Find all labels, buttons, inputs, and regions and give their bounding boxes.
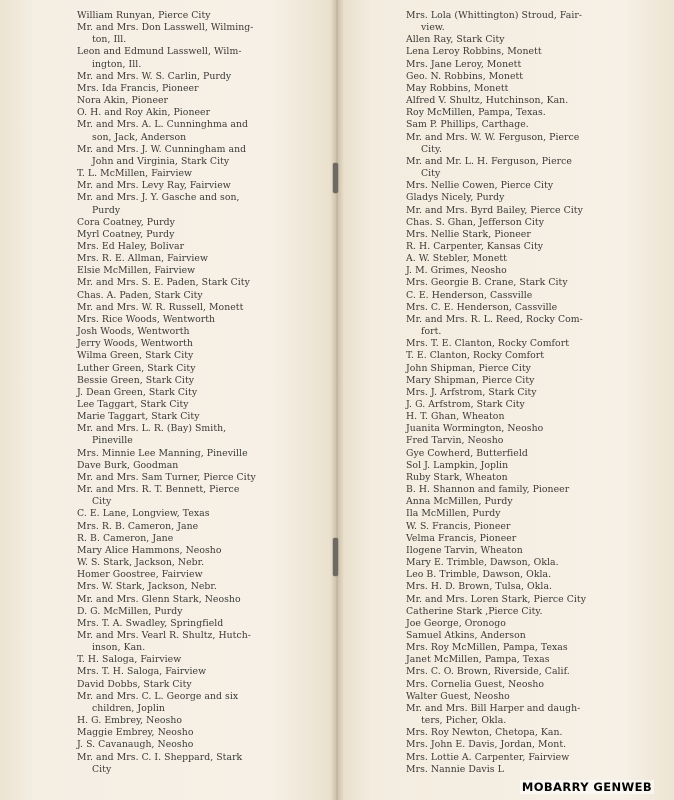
list-item bbox=[406, 423, 610, 435]
list-item bbox=[406, 71, 610, 83]
list-item bbox=[77, 691, 281, 715]
list-item bbox=[77, 521, 281, 533]
list-item bbox=[77, 411, 281, 423]
list-item bbox=[406, 739, 610, 751]
entry-line: R. H. Carpenter, Kansas City bbox=[406, 240, 544, 252]
entry-line: Mrs. Lottie A. Carpenter, Fairview bbox=[406, 751, 570, 763]
list-item bbox=[77, 350, 281, 362]
list-item bbox=[77, 107, 281, 119]
list-item bbox=[77, 739, 281, 751]
entry-line: Mrs. Nannie Davis L bbox=[406, 763, 504, 775]
entry-line: T. E. Clanton, Rocky Comfort bbox=[406, 350, 545, 362]
entry-line: Chas. A. Paden, Stark City bbox=[77, 289, 203, 301]
list-item bbox=[406, 703, 610, 727]
entry-line: Mr. and Mrs. L. R. (Bay) Smith, bbox=[77, 423, 227, 435]
entry-line: Velma Francis, Pioneer bbox=[406, 532, 517, 544]
entry-line: Marie Taggart, Stark City bbox=[77, 411, 200, 423]
list-item bbox=[77, 290, 281, 302]
entry-line: A. W. Stebler, Monett bbox=[406, 253, 507, 265]
entry-line: Mrs. Nellie Cowen, Pierce City bbox=[406, 180, 554, 192]
list-item bbox=[406, 679, 610, 691]
entry-continuation: City bbox=[421, 168, 441, 180]
entry-line: Dave Burk, Goodman bbox=[77, 459, 179, 471]
list-item bbox=[406, 472, 610, 484]
list-item bbox=[77, 387, 281, 399]
entry-line: Elsie McMillen, Fairview bbox=[77, 265, 196, 277]
list-item bbox=[77, 557, 281, 569]
entry-line: H. T. Ghan, Wheaton bbox=[406, 411, 505, 423]
list-item bbox=[406, 156, 610, 180]
entry-line: Leo B. Trimble, Dawson, Okla. bbox=[406, 569, 552, 581]
list-item bbox=[77, 277, 281, 289]
entry-line: Mr. and Mrs. Levy Ray, Fairview bbox=[77, 180, 231, 192]
list-item bbox=[406, 752, 610, 764]
list-item bbox=[406, 606, 610, 618]
list-item bbox=[406, 180, 610, 192]
entry-line: C. E. Lane, Longview, Texas bbox=[77, 508, 210, 520]
entry-line: W. S. Francis, Pioneer bbox=[406, 520, 511, 532]
list-item bbox=[77, 119, 281, 143]
entry-line: Alfred V. Shultz, Hutchinson, Kan. bbox=[406, 95, 569, 107]
list-item bbox=[406, 496, 610, 508]
entry-line: Catherine Stark ,Pierce City. bbox=[406, 605, 543, 617]
entry-line: R. B. Cameron, Jane bbox=[77, 532, 174, 544]
list-item bbox=[77, 46, 281, 70]
entry-line: W. S. Stark, Jackson, Nebr. bbox=[77, 557, 205, 569]
entry-line: Homer Goostree, Fairview bbox=[77, 569, 203, 581]
entry-line: Mrs. C. O. Brown, Riverside, Calif. bbox=[406, 666, 570, 678]
list-item bbox=[77, 10, 281, 22]
entry-line: Luther Green, Stark City bbox=[77, 362, 196, 374]
entry-line: Janet McMillen, Pampa, Texas bbox=[406, 654, 550, 666]
entry-continuation: City. bbox=[421, 143, 443, 155]
entry-line: Mrs. Ed Haley, Bolivar bbox=[77, 240, 185, 252]
list-item bbox=[406, 338, 610, 350]
list-item bbox=[406, 10, 610, 34]
entry-line: Mrs. Cornelia Guest, Neosho bbox=[406, 678, 545, 690]
book-gutter bbox=[330, 0, 344, 800]
entry-line: Mr. and Mrs. W. W. Ferguson, Pierce bbox=[406, 131, 580, 143]
list-item bbox=[406, 533, 610, 545]
list-item bbox=[77, 363, 281, 375]
entry-line: Roy McMillen, Pampa, Texas. bbox=[406, 107, 546, 119]
entry-line: Mrs. T. H. Saloga, Fairview bbox=[77, 666, 207, 678]
entry-line: Mr. and Mrs. Don Lasswell, Wilming- bbox=[77, 22, 254, 34]
list-item bbox=[77, 569, 281, 581]
list-item bbox=[406, 387, 610, 399]
list-item bbox=[77, 460, 281, 472]
entry-line: Mrs. J. Arfstrom, Stark City bbox=[406, 386, 537, 398]
entry-continuation: children, Joplin bbox=[92, 702, 165, 714]
entry-line: Joe George, Oronogo bbox=[406, 617, 506, 629]
entry-line: Mr. and Mrs. R. L. Reed, Rocky Com- bbox=[406, 313, 583, 325]
list-item bbox=[406, 302, 610, 314]
list-item bbox=[406, 34, 610, 46]
list-item bbox=[406, 95, 610, 107]
entry-continuation: Purdy bbox=[92, 204, 121, 216]
entry-line: Mr. and Mrs. S. E. Paden, Stark City bbox=[77, 277, 250, 289]
entry-line: Chas. S. Ghan, Jefferson City bbox=[406, 216, 545, 228]
entry-line: Gye Cowherd, Butterfield bbox=[406, 447, 528, 459]
list-item bbox=[406, 119, 610, 131]
entry-line: Mary Alice Hammons, Neosho bbox=[77, 544, 222, 556]
list-item bbox=[77, 241, 281, 253]
list-item bbox=[406, 107, 610, 119]
list-item bbox=[406, 363, 610, 375]
list-item bbox=[406, 545, 610, 557]
list-item bbox=[77, 618, 281, 630]
list-item bbox=[406, 654, 610, 666]
list-item bbox=[77, 606, 281, 618]
list-item bbox=[77, 253, 281, 265]
list-item bbox=[77, 83, 281, 95]
entry-line: Mr. and Mrs. Loren Stark, Pierce City bbox=[406, 593, 586, 605]
entry-line: Mr. and Mrs. Sam Turner, Pierce City bbox=[77, 471, 256, 483]
list-item bbox=[406, 241, 610, 253]
entry-line: Mr. and Mrs. Bill Harper and daugh- bbox=[406, 702, 581, 714]
entry-line: J. S. Cavanaugh, Neosho bbox=[77, 739, 194, 751]
entry-line: Mrs. H. D. Brown, Tulsa, Okla. bbox=[406, 581, 553, 593]
list-item bbox=[406, 399, 610, 411]
entry-continuation: City bbox=[92, 763, 112, 775]
list-item bbox=[77, 630, 281, 654]
entry-line: Mrs. W. Stark, Jackson, Nebr. bbox=[77, 581, 217, 593]
entry-line: Mrs. T. A. Swadley, Springfield bbox=[77, 617, 224, 629]
entry-line: Wilma Green, Stark City bbox=[77, 350, 194, 362]
list-item bbox=[77, 581, 281, 593]
entry-line: Leon and Edmund Lasswell, Wilm- bbox=[77, 46, 242, 58]
entry-line: Lee Taggart, Stark City bbox=[77, 399, 189, 410]
list-item bbox=[406, 83, 610, 95]
list-item bbox=[406, 435, 610, 447]
list-item bbox=[406, 569, 610, 581]
entry-line: Mrs. Lola (Whittington) Stroud, Fair- bbox=[406, 10, 583, 21]
entry-line: May Robbins, Monett bbox=[406, 82, 509, 94]
list-item bbox=[406, 508, 610, 520]
right-name-list bbox=[406, 10, 610, 776]
staple-top bbox=[333, 163, 338, 193]
entry-continuation: ters, Picher, Okla. bbox=[421, 715, 507, 727]
list-item bbox=[77, 666, 281, 678]
staple-bottom bbox=[333, 538, 338, 576]
list-item bbox=[406, 691, 610, 703]
list-item bbox=[406, 253, 610, 265]
list-item bbox=[77, 265, 281, 277]
entry-line: Mr. and Mrs. R. T. Bennett, Pierce bbox=[77, 484, 240, 496]
entry-line: Mr. and Mrs. W. S. Carlin, Purdy bbox=[77, 70, 232, 82]
list-item bbox=[77, 679, 281, 691]
list-item bbox=[77, 545, 281, 557]
entry-line: Myrl Coatney, Purdy bbox=[77, 228, 175, 240]
entry-line: Mrs. Minnie Lee Manning, Pineville bbox=[77, 447, 248, 459]
list-item bbox=[406, 375, 610, 387]
entry-line: Mrs. Roy McMillen, Pampa, Texas bbox=[406, 642, 568, 654]
list-item bbox=[406, 59, 610, 71]
entry-line: J. Dean Green, Stark City bbox=[77, 386, 198, 398]
list-item bbox=[77, 399, 281, 411]
entry-continuation: inson, Kan. bbox=[92, 642, 146, 654]
entry-line: Mrs. John E. Davis, Jordan, Mont. bbox=[406, 739, 567, 751]
entry-line: Mrs. T. E. Clanton, Rocky Comfort bbox=[406, 338, 569, 350]
list-item bbox=[77, 314, 281, 326]
list-item bbox=[406, 630, 610, 642]
list-item bbox=[77, 594, 281, 606]
entry-line: T. L. McMillen, Fairview bbox=[77, 168, 193, 180]
entry-line: T. H. Saloga, Fairview bbox=[77, 654, 182, 666]
entry-line: D. G. McMillen, Purdy bbox=[77, 605, 183, 617]
entry-line: Mr. and Mrs. C. L. George and six bbox=[77, 690, 239, 702]
entry-continuation: City bbox=[92, 496, 112, 508]
entry-continuation: fort. bbox=[421, 326, 442, 338]
entry-line: John Shipman, Pierce City bbox=[406, 362, 531, 374]
left-name-list bbox=[77, 10, 281, 776]
entry-line: Allen Ray, Stark City bbox=[406, 34, 505, 46]
list-item bbox=[77, 423, 281, 447]
list-item bbox=[406, 642, 610, 654]
entry-line: Lena Leroy Robbins, Monett bbox=[406, 46, 542, 58]
entry-line: Maggie Embrey, Neosho bbox=[77, 727, 194, 739]
list-item bbox=[406, 484, 610, 496]
list-item bbox=[77, 22, 281, 46]
list-item bbox=[406, 46, 610, 58]
entry-line: Anna McMillen, Purdy bbox=[406, 496, 513, 508]
list-item bbox=[77, 217, 281, 229]
entry-line: Mrs. Ida Francis, Pioneer bbox=[77, 82, 199, 94]
entry-line: Mrs. C. E. Henderson, Cassville bbox=[406, 301, 558, 313]
list-item bbox=[77, 508, 281, 520]
entry-line: Ila McMillen, Purdy bbox=[406, 508, 501, 520]
entry-line: J. G. Arfstrom, Stark City bbox=[406, 399, 525, 410]
list-item bbox=[406, 764, 610, 776]
entry-line: Walter Guest, Neosho bbox=[406, 690, 510, 702]
entry-line: C. E. Henderson, Cassville bbox=[406, 289, 533, 301]
entry-continuation: ton, Ill. bbox=[92, 34, 127, 46]
list-item bbox=[406, 350, 610, 362]
list-item bbox=[406, 618, 610, 630]
entry-continuation: view. bbox=[421, 22, 445, 34]
list-item bbox=[77, 180, 281, 192]
entry-line: Josh Woods, Wentworth bbox=[77, 326, 190, 338]
entry-line: J. M. Grimes, Neosho bbox=[406, 265, 507, 277]
list-item bbox=[77, 375, 281, 387]
list-item bbox=[77, 752, 281, 776]
entry-line: Mrs. Nellie Stark, Pioneer bbox=[406, 228, 531, 240]
entry-line: Mary E. Trimble, Dawson, Okla. bbox=[406, 557, 559, 569]
entry-line: Mrs. Georgie B. Crane, Stark City bbox=[406, 277, 568, 289]
list-item bbox=[77, 448, 281, 460]
entry-line: Mr. and Mr. L. H. Ferguson, Pierce bbox=[406, 155, 572, 167]
entry-line: Mr. and Mrs. W. R. Russell, Monett bbox=[77, 301, 244, 313]
entry-continuation: ington, Ill. bbox=[92, 58, 142, 70]
list-item bbox=[406, 557, 610, 569]
list-item bbox=[77, 484, 281, 508]
list-item bbox=[406, 192, 610, 204]
entry-line: Sol J. Lampkin, Joplin bbox=[406, 459, 509, 471]
list-item bbox=[406, 460, 610, 472]
entry-line: Jerry Woods, Wentworth bbox=[77, 338, 193, 350]
list-item bbox=[406, 448, 610, 460]
list-item bbox=[406, 290, 610, 302]
entry-line: Mrs. R. B. Cameron, Jane bbox=[77, 520, 199, 532]
entry-line: Mr. and Mrs. Vearl R. Shultz, Hutch- bbox=[77, 629, 251, 641]
entry-line: Nora Akin, Pioneer bbox=[77, 95, 169, 107]
entry-line: Geo. N. Robbins, Monett bbox=[406, 70, 524, 82]
list-item bbox=[77, 472, 281, 484]
list-item bbox=[406, 581, 610, 593]
list-item bbox=[77, 71, 281, 83]
list-item bbox=[77, 168, 281, 180]
entry-line: Sam P. Phillips, Carthage. bbox=[406, 119, 529, 131]
entry-line: Ruby Stark, Wheaton bbox=[406, 471, 508, 483]
list-item bbox=[406, 594, 610, 606]
entry-line: Mrs. R. E. Allman, Fairview bbox=[77, 253, 208, 265]
list-item bbox=[77, 715, 281, 727]
entry-line: Cora Coatney, Purdy bbox=[77, 216, 175, 228]
entry-continuation: John and Virginia, Stark City bbox=[92, 155, 230, 167]
entry-line: Mr. and Mrs. C. I. Sheppard, Stark bbox=[77, 751, 243, 763]
entry-line: Juanita Wormington, Neosho bbox=[406, 423, 544, 435]
entry-line: Mr. and Mrs. J. W. Cunningham and bbox=[77, 143, 247, 155]
entry-continuation: Pineville bbox=[92, 435, 133, 447]
list-item bbox=[77, 192, 281, 216]
entry-line: David Dobbs, Stark City bbox=[77, 678, 192, 690]
list-item bbox=[77, 326, 281, 338]
entry-line: Gladys Nicely, Purdy bbox=[406, 192, 505, 204]
list-item bbox=[406, 229, 610, 241]
entry-line: H. G. Embrey, Neosho bbox=[77, 715, 183, 727]
entry-line: Mr. and Mrs. Byrd Bailey, Pierce City bbox=[406, 204, 583, 216]
list-item bbox=[406, 277, 610, 289]
list-item bbox=[77, 302, 281, 314]
list-item bbox=[406, 205, 610, 217]
entry-line: Mrs. Jane Leroy, Monett bbox=[406, 58, 522, 70]
list-item bbox=[77, 338, 281, 350]
list-item bbox=[406, 727, 610, 739]
list-item bbox=[406, 521, 610, 533]
entry-line: Mr. and Mrs. J. Y. Gasche and son, bbox=[77, 192, 240, 204]
entry-line: Mrs. Roy Newton, Chetopa, Kan. bbox=[406, 727, 563, 739]
list-item bbox=[406, 265, 610, 277]
list-item bbox=[406, 666, 610, 678]
entry-line: Bessie Green, Stark City bbox=[77, 374, 195, 386]
entry-line: B. H. Shannon and family, Pioneer bbox=[406, 484, 570, 496]
entry-line: Mary Shipman, Pierce City bbox=[406, 374, 535, 386]
entry-continuation: son, Jack, Anderson bbox=[92, 131, 187, 143]
entry-line: William Runyan, Pierce City bbox=[77, 10, 211, 21]
entry-line: Ilogene Tarvin, Wheaton bbox=[406, 544, 523, 556]
entry-line: O. H. and Roy Akin, Pioneer bbox=[77, 107, 211, 119]
list-item bbox=[77, 727, 281, 739]
list-item bbox=[406, 411, 610, 423]
watermark: MOBARRY GENWEB bbox=[521, 780, 652, 794]
list-item bbox=[77, 95, 281, 107]
list-item bbox=[406, 217, 610, 229]
entry-line: Mr. and Mrs. Glenn Stark, Neosho bbox=[77, 593, 241, 605]
list-item bbox=[77, 654, 281, 666]
list-item bbox=[406, 314, 610, 338]
list-item bbox=[77, 229, 281, 241]
entry-line: Fred Tarvin, Neosho bbox=[406, 435, 504, 447]
entry-line: Samuel Atkins, Anderson bbox=[406, 629, 526, 641]
list-item bbox=[406, 132, 610, 156]
list-item bbox=[77, 533, 281, 545]
entry-line: Mr. and Mrs. A. L. Cunninghma and bbox=[77, 119, 249, 131]
entry-line: Mrs. Rice Woods, Wentworth bbox=[77, 313, 216, 325]
list-item bbox=[77, 144, 281, 168]
